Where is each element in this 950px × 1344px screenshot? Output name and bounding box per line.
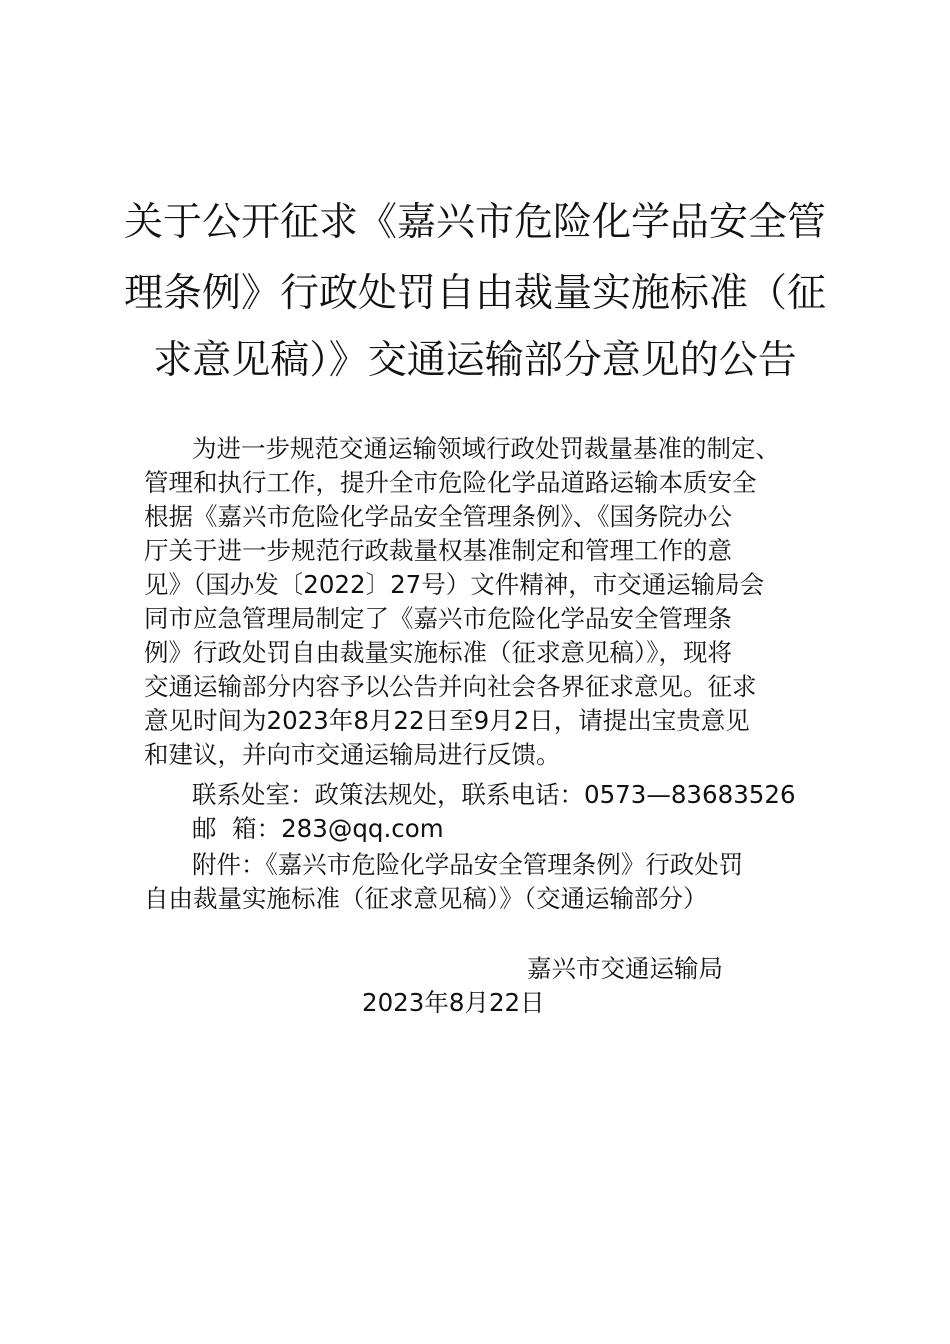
- paragraph-line-2: 管理和执行工作，提升全市危险化学品道路运输本质安全: [144, 468, 757, 497]
- title-line-2: 理条例》行政处罚自由裁量实施标准（征: [123, 271, 826, 316]
- attachment-line-1: 附件：《嘉兴市危险化学品安全管理条例》行政处罚: [192, 850, 744, 879]
- paragraph-line-1: 为进一步规范交通运输领域行政处罚裁量基准的制定、: [192, 434, 780, 463]
- paragraph-line-3: 根据《嘉兴市危险化学品安全管理条例》、《国务院办公: [144, 502, 732, 531]
- attachment-line-2: 自由裁量实施标准（征求意见稿）》（交通运输部分）: [144, 884, 708, 913]
- title-line-1: 关于公开征求《嘉兴市危险化学品安全管: [123, 200, 826, 245]
- paragraph-line-10: 和建议，并向市交通运输局进行反馈。: [144, 740, 561, 769]
- paragraph-line-4: 厅关于进一步规范行政裁量权基准制定和管理工作的意: [144, 536, 732, 565]
- title-line-3: 求意见稿）》交通运输部分意见的公告: [153, 338, 797, 383]
- paragraph-line-7: 例》行政处罚自由裁量实施标准（征求意见稿）》，现将: [144, 638, 732, 667]
- paragraph-line-9: 意见时间为2023年8月22日至9月2日，请提出宝贵意见: [144, 706, 750, 735]
- paragraph-line-6: 同市应急管理局制定了《嘉兴市危险化学品安全管理条: [144, 604, 732, 633]
- paragraph-line-5: 见》（国办发〔2022〕27号）文件精神，市交通运输局会: [144, 570, 765, 599]
- paragraph-line-8: 交通运输部分内容予以公告并向社会各界征求意见。征求: [144, 672, 757, 701]
- contact-line: 联系处室：政策法规处，联系电话：0573—83683526: [192, 780, 796, 809]
- issuer-name: 嘉兴市交通运输局: [527, 954, 723, 983]
- email-line: 邮 箱：283@qq.com: [192, 814, 444, 843]
- issue-date: 2023年8月22日: [362, 988, 545, 1017]
